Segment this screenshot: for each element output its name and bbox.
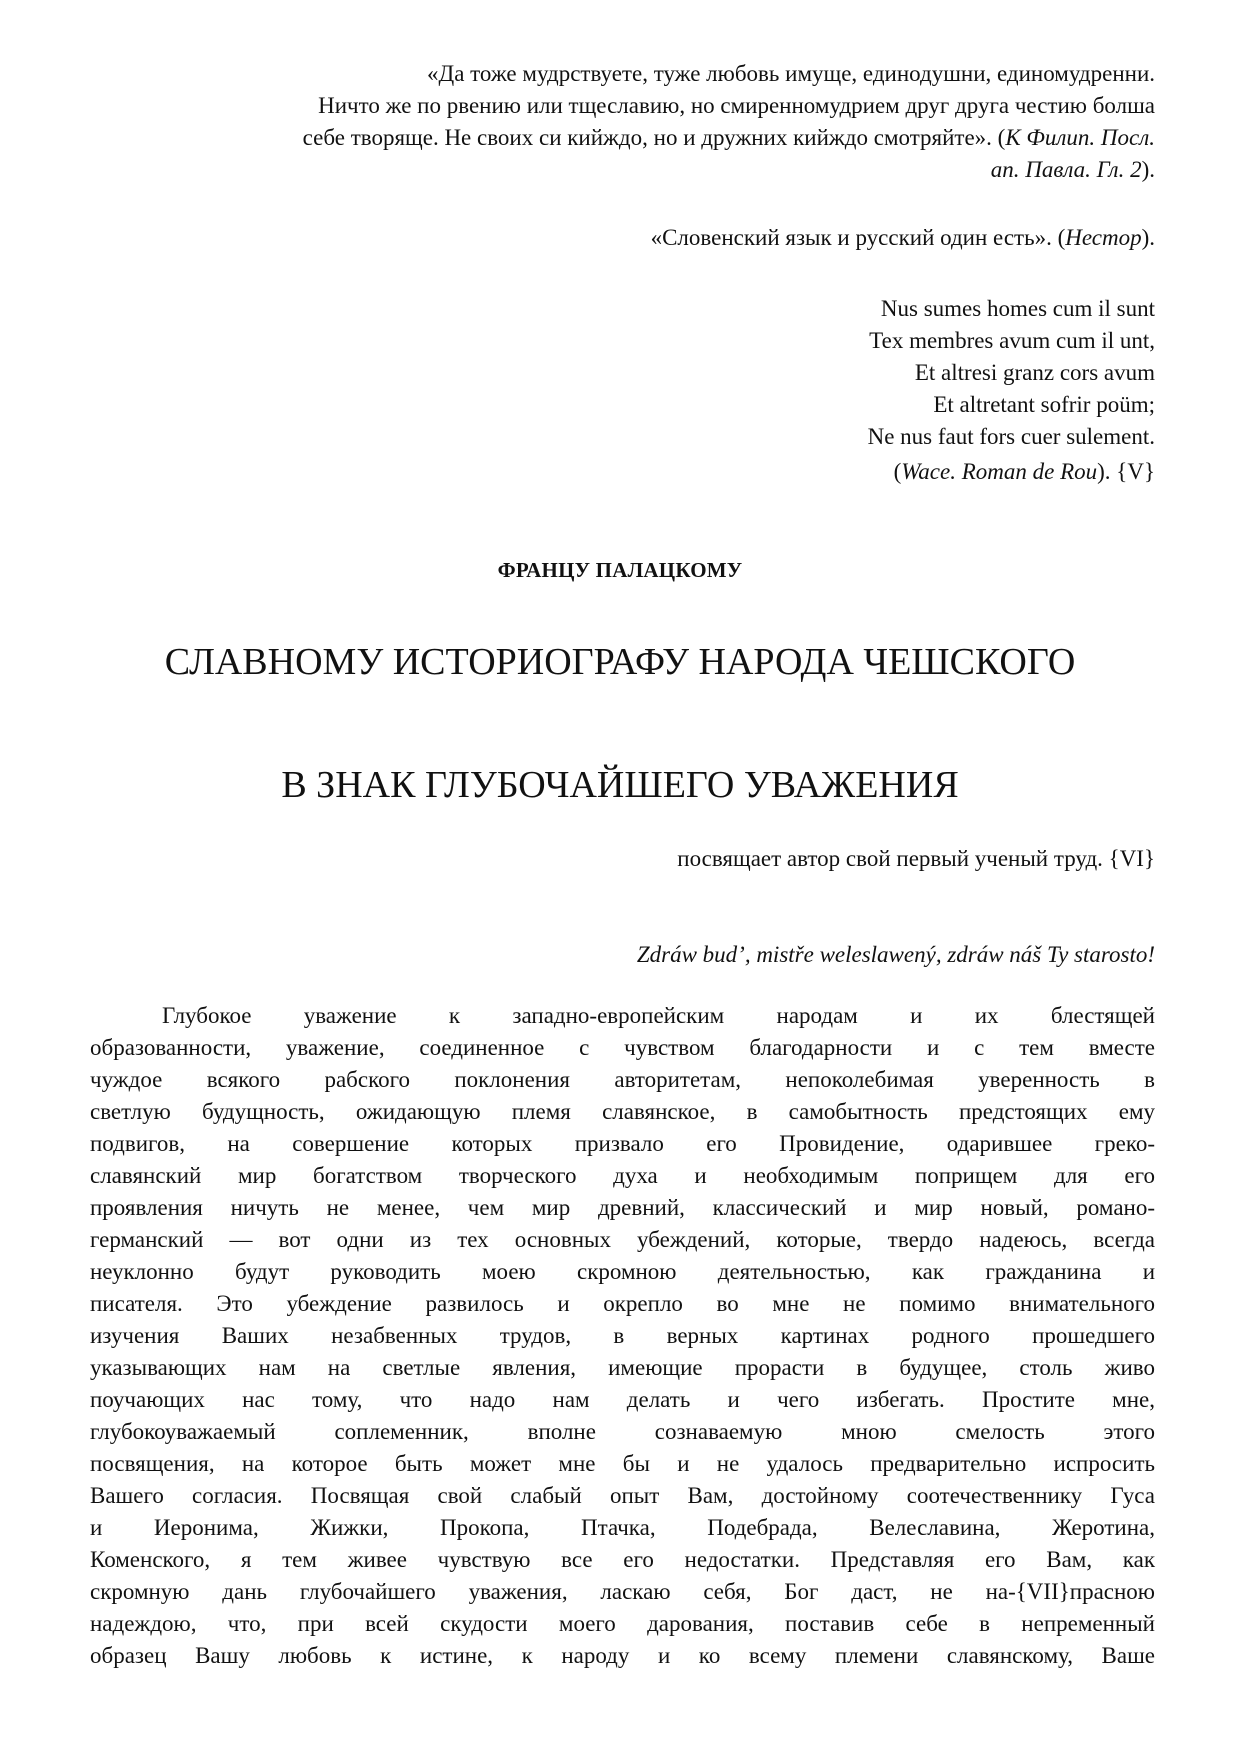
dedication-headline: В ЗНАК ГЛУБОЧАЙШЕГО УВАЖЕНИЯ bbox=[281, 764, 959, 806]
epigraph-text: «Словенский язык и русский один есть». ( bbox=[650, 225, 1066, 250]
body-line: Глубокое уважение к западно-европейским народам и их блестящей bbox=[162, 1003, 1155, 1028]
body-line: подвигов, на совершение которых призвало его Провидение, одарившее греко- bbox=[90, 1131, 1155, 1156]
body-line: поучающих нас тому, что надо нам делать и чего избегать. Простите мне, bbox=[90, 1387, 1155, 1412]
body-line: Вашего согласия. Посвящая свой слабый опыт Вам, достойному соотечественнику Гуса bbox=[90, 1483, 1155, 1508]
dedication-headline: СЛАВНОМУ ИСТОРИОГРАФУ НАРОДА ЧЕШСКОГО bbox=[164, 641, 1076, 683]
epigraph-wace bbox=[868, 293, 1155, 488]
page-reference: {V} bbox=[1116, 459, 1155, 484]
body-line: указывающих нам на светлые явления, имеющие прорасти в будущее, столь живо bbox=[90, 1355, 1155, 1380]
epigraph-source-line bbox=[868, 456, 1155, 488]
body-line: писателя. Это убеждение развилось и окрепло во мне не помимо внимательного bbox=[90, 1291, 1155, 1316]
body-line: надеждою, что, при всей скудости моего дарования, поставив себе в непременный bbox=[90, 1611, 1155, 1636]
body-line: проявления ничуть не менее, чем мир древний, классический и мир новый, романо- bbox=[90, 1195, 1155, 1220]
body-line: образованности, уважение, соединенное с чувством благодарности и с тем вместе bbox=[90, 1035, 1155, 1060]
epigraph-source-close: ). bbox=[1141, 157, 1155, 182]
body-line: образец Вашу любовь к истине, к народу и ко всему племени славянскому, Ваше bbox=[90, 1643, 1155, 1668]
body-line: Коменского, я тем живее чувствую все его недостатки. Представляя его Вам, как bbox=[90, 1547, 1155, 1572]
epigraph-source: К Филип. Посл. bbox=[1005, 125, 1155, 150]
verse-line: Et altresi granz cors avum bbox=[914, 360, 1155, 385]
epigraph-source: Wace. Roman de Rou bbox=[901, 459, 1098, 484]
verse-line: Et altretant sofrir poüm; bbox=[933, 392, 1155, 417]
epigraph-line bbox=[155, 154, 1155, 186]
verse-line: Tex membres avum cum il unt, bbox=[869, 328, 1155, 353]
epigraph-text: себе творяще. Не своих си кийждо, но и дружних кийждо смотряйте». ( bbox=[302, 125, 1006, 150]
epigraph-line bbox=[155, 122, 1155, 154]
body-line: светлую будущность, ожидающую племя славянское, в самобытность предстоящих ему bbox=[90, 1099, 1155, 1124]
body-line: скромную дань глубочайшего уважения, ласкаю себя, Бог даст, не на-{VII}прасною bbox=[90, 1579, 1155, 1604]
epigraph-line: Ничто же по рвению или тщеславию, но смиренномудрием друг друга честию болша bbox=[318, 93, 1155, 118]
body-line: посвящения, на которое быть может мне бы и не удалось предварительно испросить bbox=[90, 1451, 1155, 1476]
body-line: изучения Ваших незабвенных трудов, в верных картинах родного прошедшего bbox=[90, 1323, 1155, 1348]
epigraph-source: Нестор bbox=[1065, 225, 1142, 250]
body-line: глубокоуважаемый соплеменник, вполне сознаваемую мною смелость этого bbox=[90, 1419, 1155, 1444]
epigraph-scripture bbox=[155, 58, 1155, 186]
epigraph-source-close: ). bbox=[1141, 225, 1155, 250]
epigraph-source: ап. Павла. Гл. 2 bbox=[990, 157, 1142, 182]
body-line: славянский мир богатством творческого духа и необходимым поприщем для его bbox=[90, 1163, 1155, 1188]
body-line: чуждое всякого рабского поклонения авторитетам, непоколебимая уверенность в bbox=[90, 1067, 1155, 1092]
epigraph-line bbox=[651, 222, 1155, 254]
body-line: и Иеронима, Жижки, Прокопа, Птачка, Подебрада, Велеславина, Жеротина, bbox=[90, 1515, 1155, 1540]
body-paragraph bbox=[90, 1000, 1155, 1672]
epigraph-line: «Да тоже мудрствуете, туже любовь имуще, единодушни, единомудренни. bbox=[427, 61, 1155, 86]
body-line: германский — вот одни из тех основных убеждений, которые, твердо надеюсь, всегда bbox=[90, 1227, 1155, 1252]
body-line: неуклонно будут руководить моею скромною деятельностью, как гражданина и bbox=[90, 1259, 1155, 1284]
dedication-line: посвящает автор свой первый ученый труд. {VI} bbox=[677, 846, 1155, 871]
paren-open: ( bbox=[893, 459, 902, 484]
dedicatee-name: ФРАНЦУ ПАЛАЦКОМУ bbox=[497, 558, 743, 582]
greeting-line: Zdráw bud’, mistře weleslawený, zdráw náš Ty starosto! bbox=[636, 942, 1155, 967]
verse-line: Nus sumes homes cum il sunt bbox=[880, 296, 1155, 321]
paren-close: ). bbox=[1097, 459, 1111, 484]
verse-line: Ne nus faut fors cuer sulement. bbox=[867, 424, 1155, 449]
epigraph-nestor bbox=[651, 222, 1155, 254]
